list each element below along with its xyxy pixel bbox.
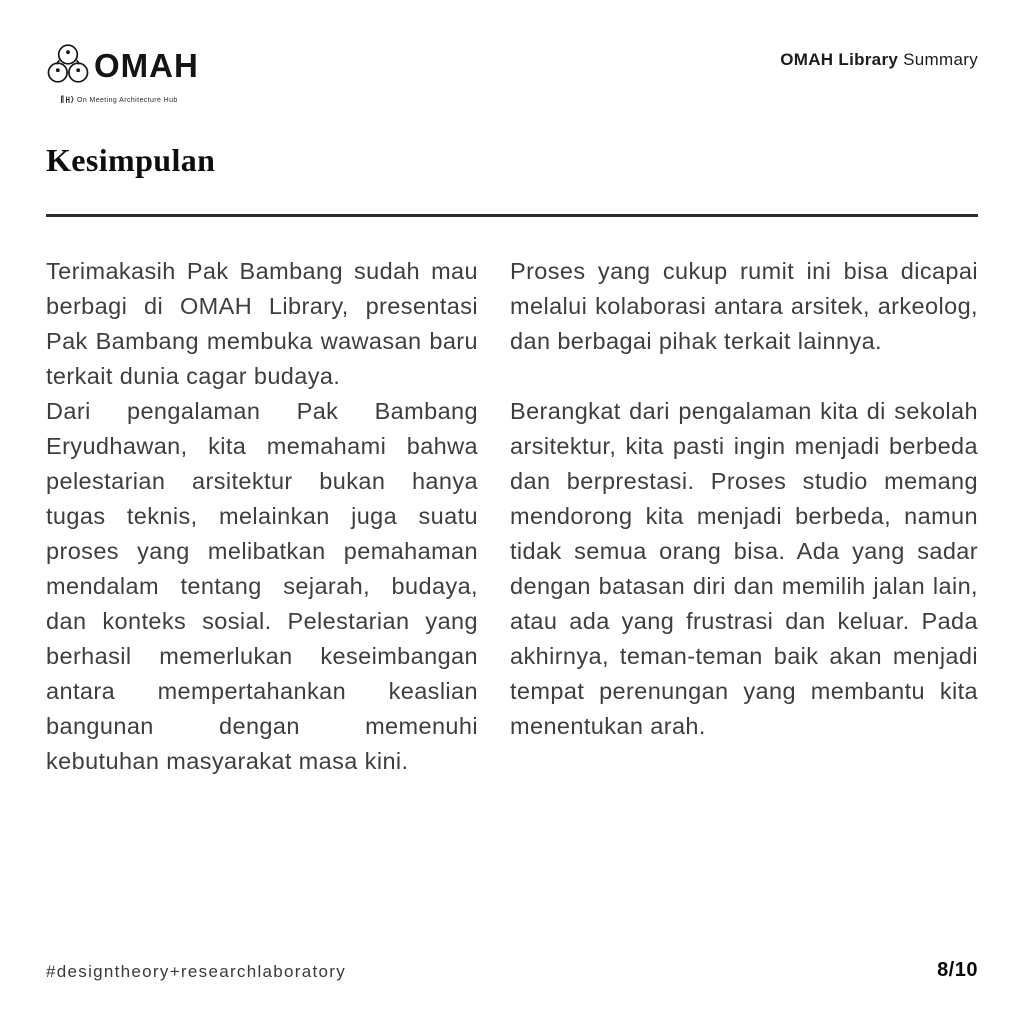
page-footer [46,959,978,982]
footer-hashtag: #designtheory+researchlaboratory [46,962,347,981]
page-title: Kesimpulan [46,142,216,178]
paragraph: Berangkat dari pengalaman kita di sekolah arsitektur, kita pasti ingin menjadi berbeda dan berprestasi. Proses studio memang mendorong kita menjadi berbeda, namun tidak semua orang bisa. Ada yang sadar dengan batasan diri dan memilih jalan lain, atau ada yang frustrasi dan keluar. Pada akhirnya, teman-teman baik akan menjadi tempat perenungan yang membantu kita menentukan arah. [510,398,978,739]
title-rule [46,214,978,217]
doc-title-bold: OMAH Library [780,50,899,69]
tagline-text: On Meeting Architecture Hub [77,96,178,104]
omah-logo [46,42,199,109]
paragraph: Terimakasih Pak Bambang sudah mau berbagi di OMAH Library, presentasi Pak Bambang membuka wawasan baru terkait dunia cagar budaya. [46,258,478,389]
page-header [46,0,978,109]
content-columns [46,254,978,779]
left-column [46,254,478,779]
doc-title-regular: Summary [903,50,978,69]
page-number: 8/10 [937,959,978,981]
omah-trefoil-logo-icon [46,42,90,88]
omah-logo-tagline [60,91,199,109]
right-column [510,254,978,779]
script-glyph-icon [60,91,74,109]
omah-logo-text: OMAH [94,46,199,84]
paragraph: Dari pengalaman Pak Bambang Eryudhawan, kita memahami bahwa pelestarian arsitektur bukan hanya tugas teknis, melainkan juga suatu proses yang melibatkan pemahaman mendalam tentang sejarah, budaya, dan konteks sosial. Pelestarian yang berhasil memerlukan keseimbangan antara mempertahankan keaslian bangunan dengan memenuhi kebutuhan masyarakat masa kini. [46,398,478,774]
doc-title [780,50,978,70]
paragraph: Proses yang cukup rumit ini bisa dicapai melalui kolaborasi antara arsitek, arkeolog, dan berbagai pihak terkait lainnya. [510,258,978,354]
omah-logo-row [46,42,199,88]
